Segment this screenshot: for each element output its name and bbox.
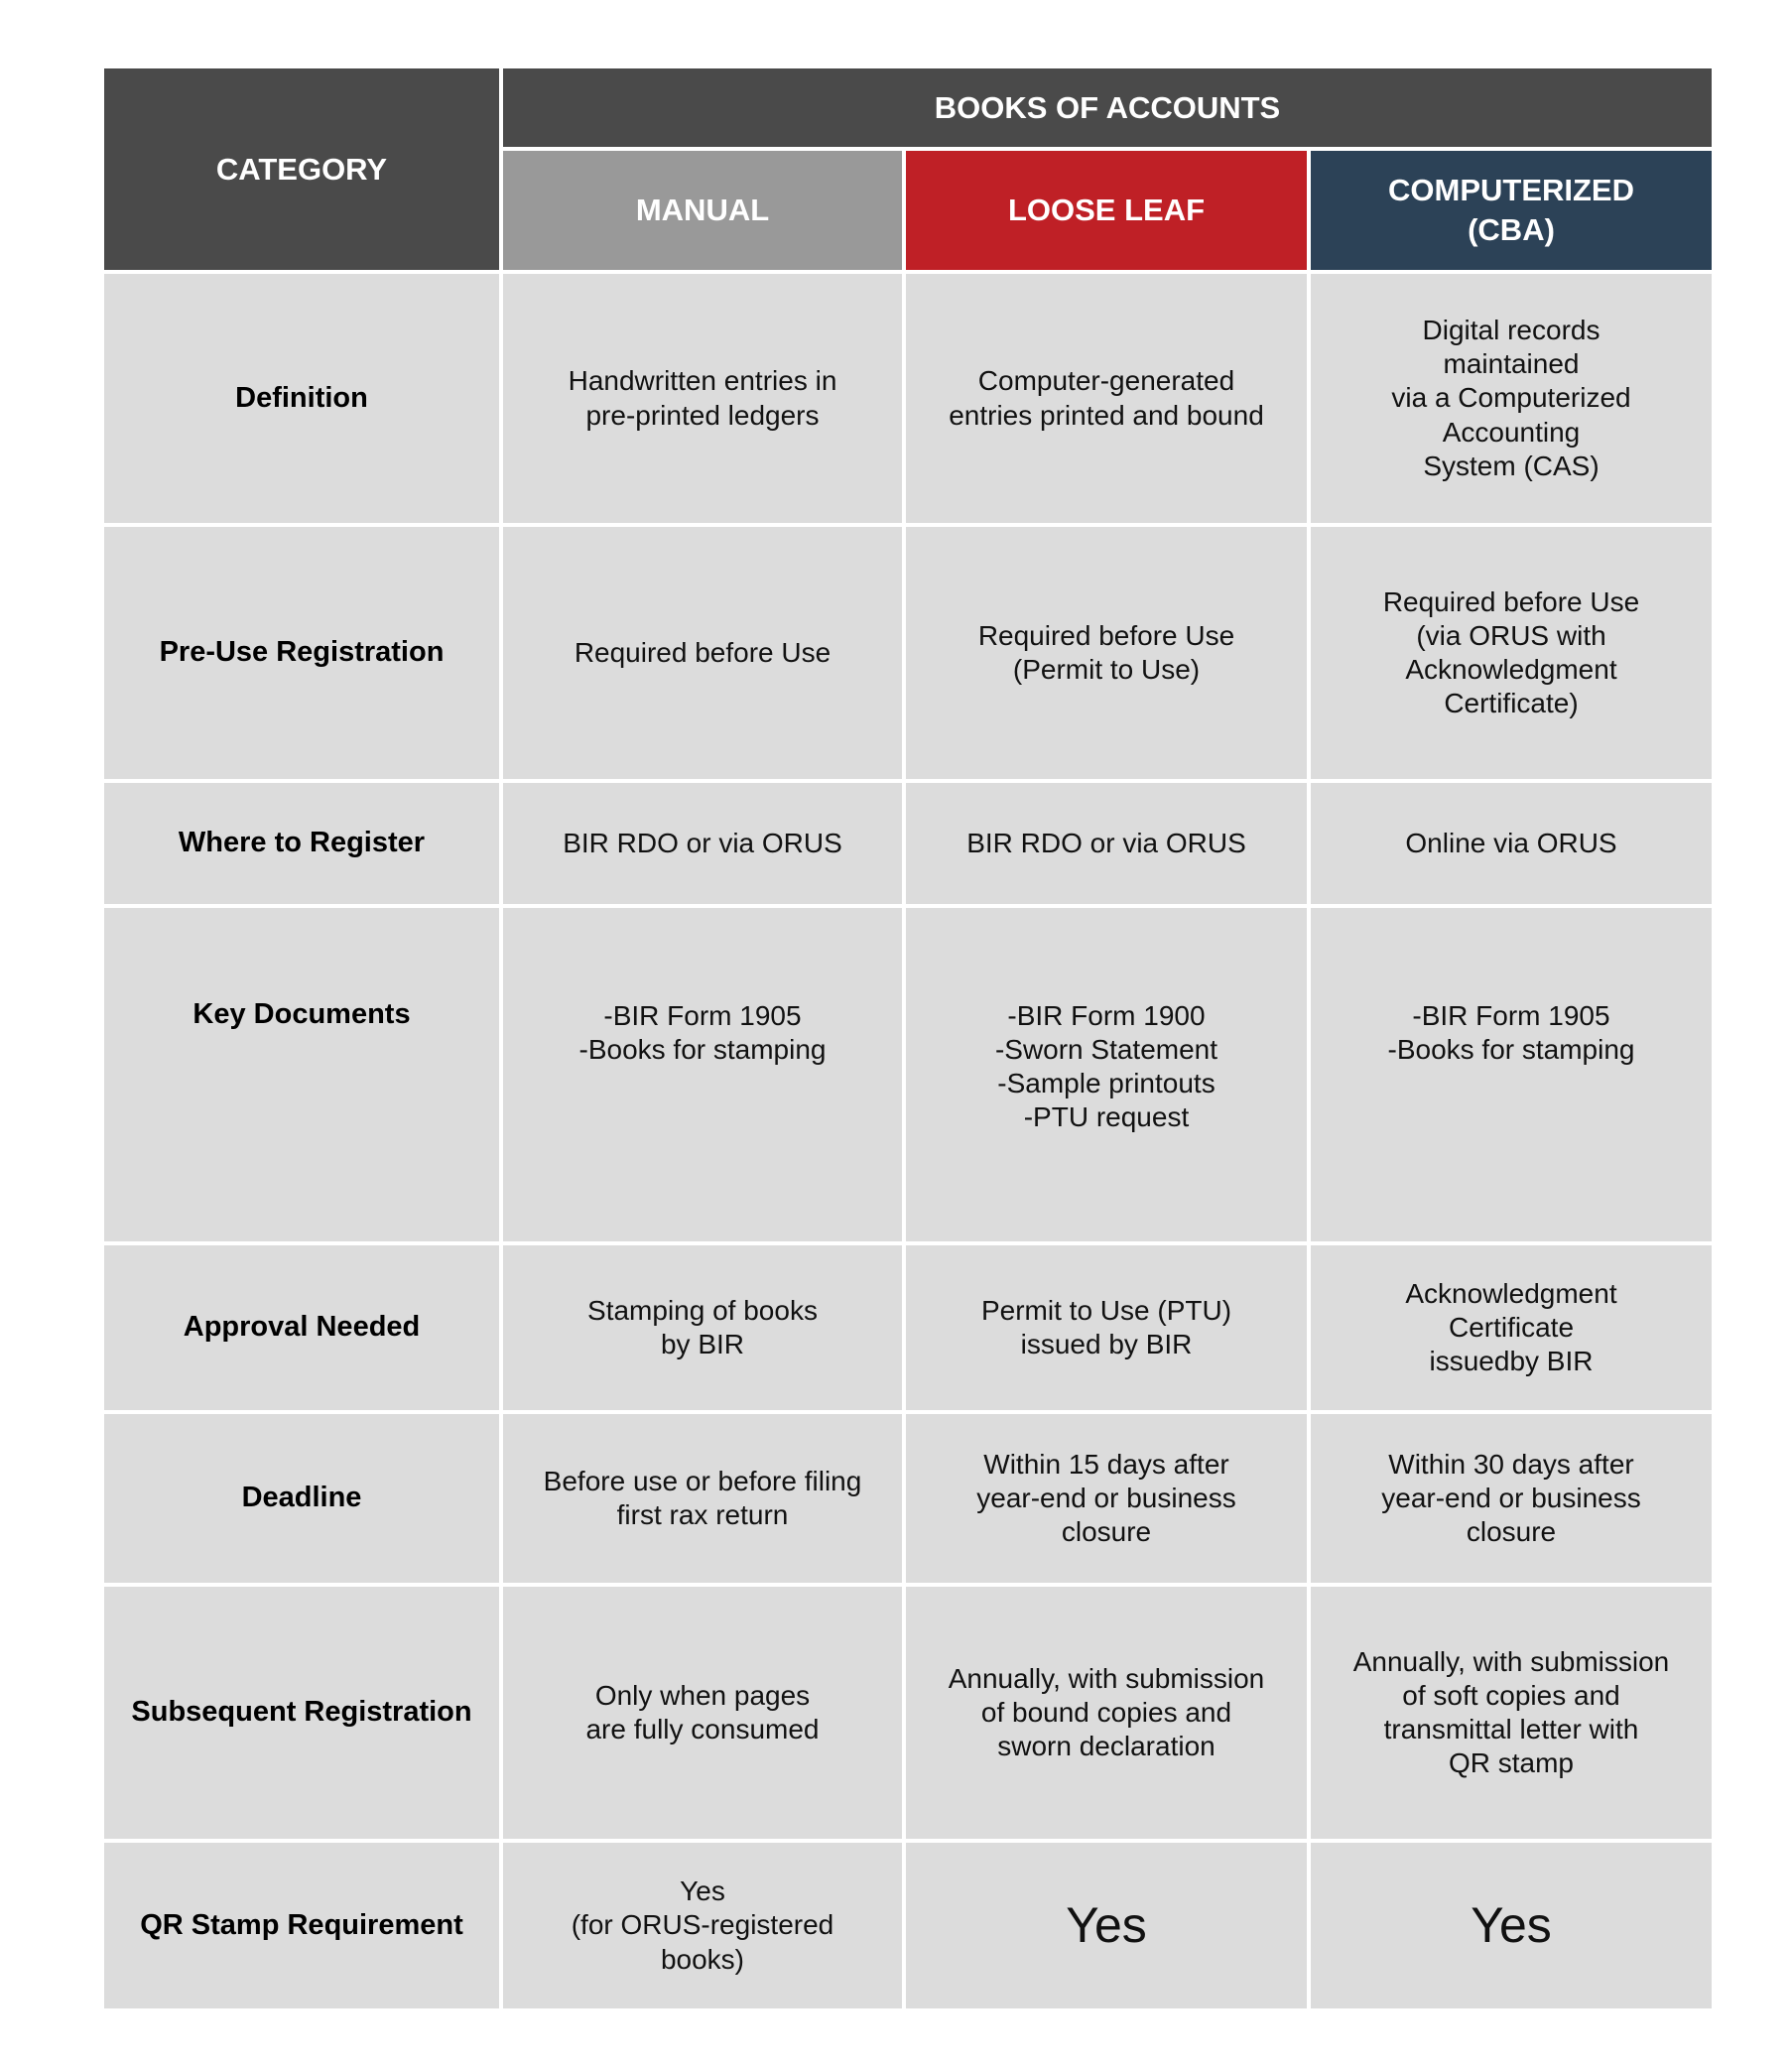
cell-computerized: Within 30 days after year-end or business closure xyxy=(1311,1414,1712,1583)
cell-loose-leaf: Computer-generated entries printed and bound xyxy=(906,274,1307,523)
cell-computerized: Annually, with submission of soft copies and transmittal letter with QR stamp xyxy=(1311,1587,1712,1839)
cell-computerized: Yes xyxy=(1311,1843,1712,2008)
row-category-label: Definition xyxy=(104,274,499,523)
books-of-accounts-table xyxy=(104,68,1712,2016)
cell-computerized: Digital records maintained via a Computerized Accounting System (CAS) xyxy=(1311,274,1712,523)
cell-manual: Required before Use xyxy=(503,527,902,779)
cell-manual: Before use or before filing first rax return xyxy=(503,1414,902,1583)
cell-computerized: Required before Use (via ORUS with Acknowledgment Certificate) xyxy=(1311,527,1712,779)
cell-computerized: Acknowledgment Certificate issuedby BIR xyxy=(1311,1245,1712,1410)
cell-manual: Yes (for ORUS-registered books) xyxy=(503,1843,902,2008)
cell-loose-leaf: Within 15 days after year-end or business closure xyxy=(906,1414,1307,1583)
cell-loose-leaf: Permit to Use (PTU) issued by BIR xyxy=(906,1245,1307,1410)
row-category-label: Deadline xyxy=(104,1414,499,1583)
cell-manual: Handwritten entries in pre-printed ledgers xyxy=(503,274,902,523)
header-computerized: COMPUTERIZED (CBA) xyxy=(1311,151,1712,270)
cell-loose-leaf: Yes xyxy=(906,1843,1307,2008)
cell-manual: -BIR Form 1905 -Books for stamping xyxy=(503,908,902,1241)
cell-manual: BIR RDO or via ORUS xyxy=(503,783,902,904)
cell-loose-leaf: Annually, with submission of bound copies and sworn declaration xyxy=(906,1587,1307,1839)
header-manual: MANUAL xyxy=(503,151,902,270)
cell-loose-leaf: -BIR Form 1900 -Sworn Statement -Sample printouts -PTU request xyxy=(906,908,1307,1241)
cell-computerized: -BIR Form 1905 -Books for stamping xyxy=(1311,908,1712,1241)
header-category: CATEGORY xyxy=(104,68,499,270)
row-category-label: Approval Needed xyxy=(104,1245,499,1410)
header-loose-leaf: LOOSE LEAF xyxy=(906,151,1307,270)
row-category-label: Pre-Use Registration xyxy=(104,527,499,779)
header-books-of-accounts: BOOKS OF ACCOUNTS xyxy=(503,68,1712,147)
cell-loose-leaf: BIR RDO or via ORUS xyxy=(906,783,1307,904)
row-category-label: Subsequent Registration xyxy=(104,1587,499,1839)
cell-computerized: Online via ORUS xyxy=(1311,783,1712,904)
row-category-label: Where to Register xyxy=(104,783,499,904)
row-category-label: Key Documents xyxy=(104,908,499,1241)
cell-manual: Only when pages are fully consumed xyxy=(503,1587,902,1839)
row-category-label: QR Stamp Requirement xyxy=(104,1843,499,2008)
cell-loose-leaf: Required before Use (Permit to Use) xyxy=(906,527,1307,779)
cell-manual: Stamping of books by BIR xyxy=(503,1245,902,1410)
